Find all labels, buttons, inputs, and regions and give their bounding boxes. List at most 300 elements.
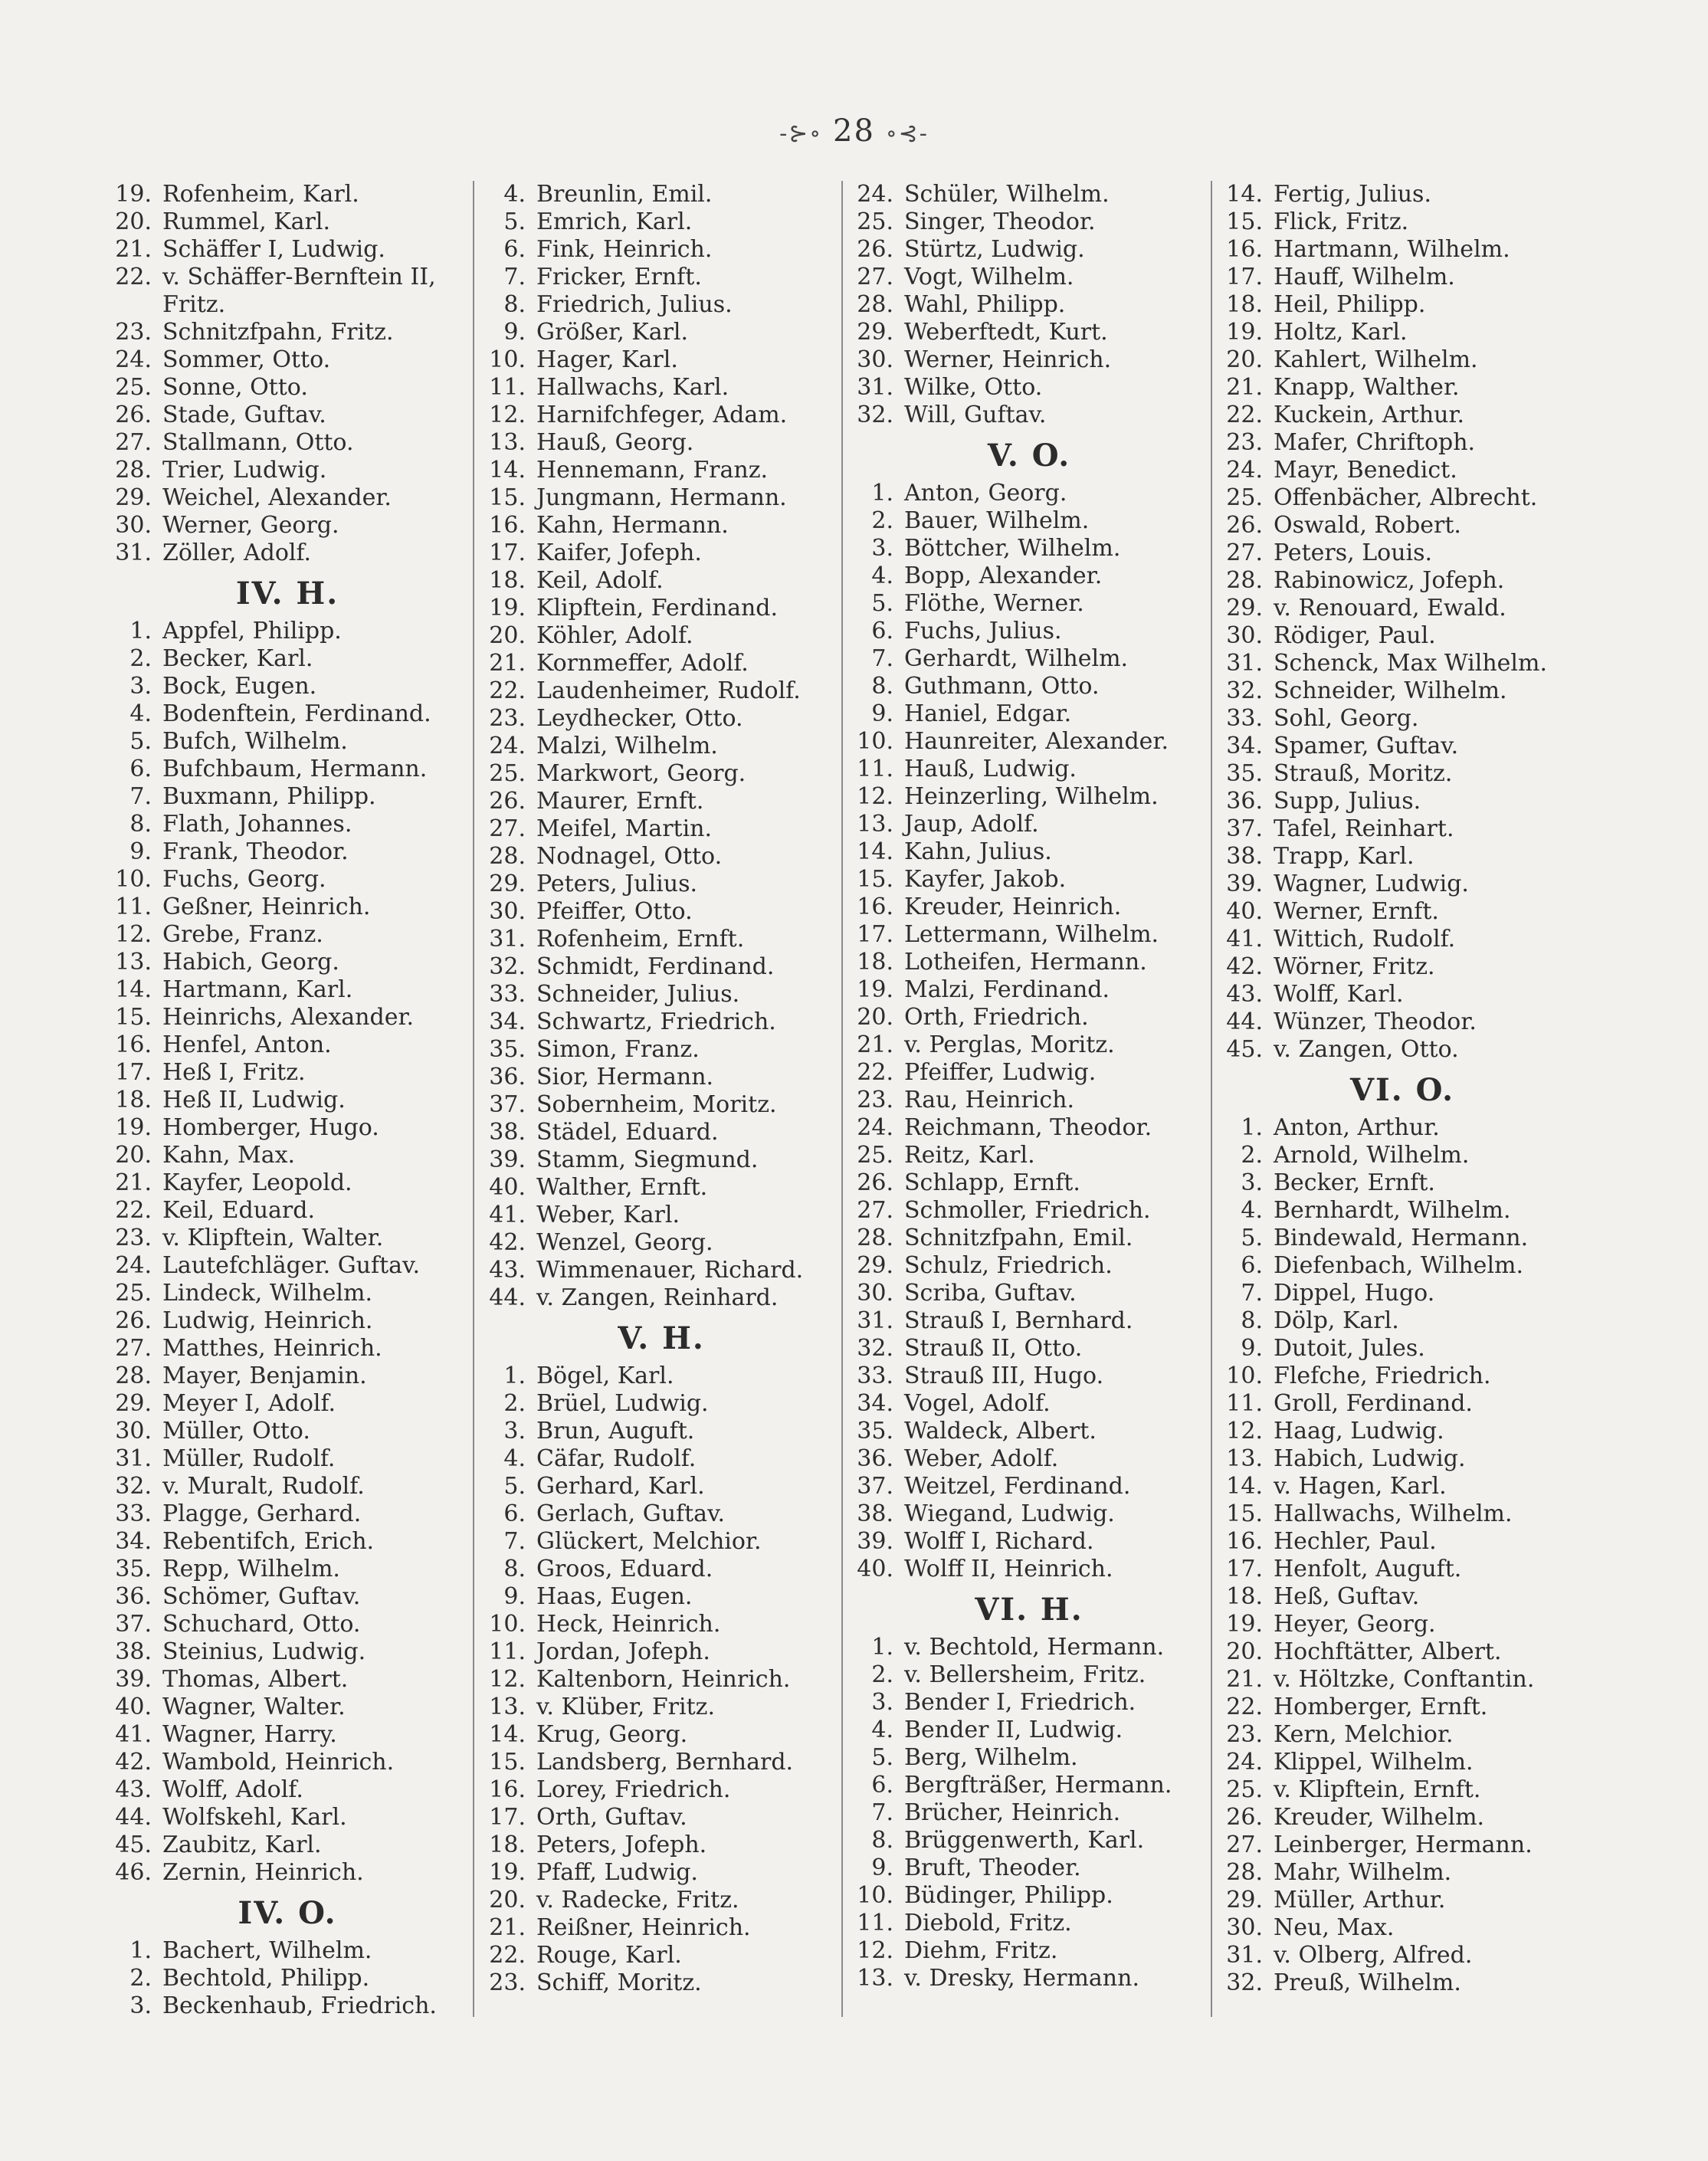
list-item [1218,484,1586,512]
student-name: Klippel, Wilhelm. [1274,1749,1474,1776]
entry-number: 1. [503,1363,526,1389]
student-name: Lorey, Friedrich. [536,1776,731,1803]
list-item [1218,319,1586,346]
list-item [1218,1036,1586,1064]
list-item [849,590,1209,618]
student-name: Weitzel, Ferdinand. [904,1473,1131,1500]
student-name: Zaubitz, Karl. [162,1831,322,1858]
student-name: Hauff, Wilhelm. [1274,264,1455,290]
entry-number: 42. [115,1749,152,1776]
student-name: Trier, Ludwig. [162,457,327,484]
list-item [481,1804,841,1831]
student-name: Kornmeffer, Adolf. [536,650,749,677]
list-item [107,921,467,949]
student-name: Kreuder, Heinrich. [904,894,1122,920]
student-name: Stamm, Siegmund. [536,1146,759,1173]
list-item [481,1390,841,1418]
student-name: Rau, Heinrich. [904,1087,1074,1113]
student-name: Spamer, Guftav. [1274,733,1459,759]
class-heading: V. O. [987,438,1071,474]
student-name: Oswald, Robert. [1274,512,1461,539]
student-name: Malzi, Ferdinand. [904,976,1110,1003]
entry-number: 23. [857,1087,893,1113]
list-item [1218,539,1586,567]
page-number-value: 28 [833,113,875,149]
student-name: Markwort, Georg. [536,760,746,787]
list-item [1218,1528,1586,1556]
student-name: Wolff I, Richard. [904,1528,1094,1555]
entry-number: 32. [1226,677,1263,704]
entry-number: 1. [871,480,893,507]
entry-number: 6. [871,1772,893,1799]
student-name: Laudenheimer, Rudolf. [536,677,801,704]
list-item [481,374,841,402]
student-name: Groll, Ferdinand. [1274,1390,1473,1417]
student-name: Wolff, Karl. [1274,981,1404,1008]
entry-number: 25. [115,374,152,401]
student-name: Werner, Georg. [162,512,339,539]
student-name: Sobernheim, Moritz. [536,1091,777,1118]
entry-number: 15. [1226,208,1263,235]
student-name: Keil, Adolf. [536,567,664,594]
list-item [1218,1169,1586,1197]
student-name: Bernhardt, Wilhelm. [1274,1197,1511,1224]
list-item [481,1859,841,1887]
list-item [481,429,841,457]
list-item [481,733,841,760]
list-item [849,673,1209,700]
entry-number: 24. [115,1252,152,1279]
entry-number: 7. [871,645,893,672]
student-name: Klipftein, Ferdinand. [536,595,779,621]
student-name: Bock, Eugen. [162,673,317,700]
entry-number: 3. [503,1418,526,1444]
entry-number: 27. [489,815,526,842]
list-item [849,1169,1209,1197]
entry-number: 20. [115,1142,152,1169]
student-name: Wörner, Fritz. [1274,953,1435,980]
entry-number: 35. [857,1418,893,1444]
list-item [1218,1721,1586,1749]
student-name: Heß I, Fritz. [162,1059,306,1086]
entry-number: 20. [489,1887,526,1913]
list-item [107,457,467,484]
entry-number: 14. [1226,1473,1263,1500]
entry-number: 36. [1226,788,1263,815]
list-item [1218,1008,1586,1036]
entry-number: 24. [1226,1749,1263,1776]
entry-number: 30. [857,1280,893,1307]
list-item [481,1942,841,1969]
list-item [107,484,467,512]
entry-number: 16. [489,1776,526,1803]
entry-number: 10. [115,866,152,893]
student-name: Fritz. [162,291,226,318]
entry-number: 24. [1226,457,1263,484]
list-item [1218,1252,1586,1280]
entry-number: 44. [1226,1008,1263,1035]
student-name: Schneider, Julius. [536,981,740,1008]
class-heading: VI. O. [1349,1072,1455,1108]
entry-number: 40. [1226,898,1263,925]
student-name: v. Renouard, Ewald. [1274,595,1506,621]
student-name: Emrich, Karl. [536,208,693,235]
list-item [107,1500,467,1528]
student-name: Berg, Wilhelm. [904,1744,1078,1771]
student-name: Gerhardt, Wilhelm. [904,645,1129,672]
student-name: Arnold, Wilhelm. [1274,1142,1470,1169]
student-name: Henfolt, Auguft. [1274,1556,1462,1582]
list-item [481,1611,841,1638]
entry-number: 31. [857,374,893,401]
list-item [1218,1445,1586,1473]
list-item [107,512,467,539]
entry-number: 29. [857,319,893,346]
entry-number: 17. [1226,264,1263,290]
list-item [1218,1197,1586,1225]
entry-number: 9. [503,319,526,346]
entry-number: 33. [489,981,526,1008]
list-item [107,1583,467,1611]
list-item [1218,1280,1586,1307]
list-item [849,291,1209,319]
entry-number: 32. [1226,1969,1263,1996]
list-item [481,1445,841,1473]
entry-number: 7. [503,1528,526,1555]
student-name: Peters, Julius. [536,871,697,897]
entry-number: 19. [857,976,893,1003]
entry-number: 16. [115,1031,152,1058]
list-item [1218,1942,1586,1969]
list-item [107,1335,467,1363]
list-item [107,539,467,567]
list-item [107,1694,467,1721]
entry-number: 26. [857,1169,893,1196]
student-name: Bauer, Wilhelm. [904,507,1090,534]
list-item [481,402,841,429]
student-name: Stürtz, Ludwig. [904,236,1085,263]
entry-number: 17. [489,1804,526,1831]
student-name: Vogel, Adolf. [904,1390,1051,1417]
list-item [107,618,467,645]
student-name: Hochftätter, Albert. [1274,1638,1502,1665]
entry-number: 17. [115,1059,152,1086]
list-item [481,457,841,484]
student-name: Dölp, Karl. [1274,1307,1399,1334]
student-name: v. Höltzke, Conftantin. [1274,1666,1535,1693]
list-item [849,866,1209,894]
list-item [1218,871,1586,898]
student-name: Kahn, Hermann. [536,512,729,539]
list-item [107,291,467,319]
column-divider [473,181,474,2017]
entry-number: 6. [871,618,893,644]
list-item [849,1500,1209,1528]
entry-number: 21. [1226,374,1263,401]
list-item [1218,1694,1586,1721]
entry-number: 4. [503,181,526,208]
student-name: Schnitzfpahn, Fritz. [162,319,394,346]
entry-number: 2. [871,507,893,534]
list-item [107,1638,467,1666]
entry-number: 2. [503,1390,526,1417]
entry-number: 44. [489,1284,526,1311]
student-name: Schwartz, Friedrich. [536,1008,776,1035]
student-name: Lindeck, Wilhelm. [162,1280,372,1307]
list-item [1218,1914,1586,1942]
student-name: Will, Guftav. [904,402,1047,428]
student-name: Werner, Heinrich. [904,346,1112,373]
entry-number: 1. [871,1634,893,1661]
entry-number: 15. [489,1749,526,1776]
student-name: Frank, Theodor. [162,838,349,865]
entry-number: 4. [1241,1197,1263,1224]
entry-number: 36. [857,1445,893,1472]
student-name: Bechtold, Philipp. [162,1965,370,1992]
list-item [481,1969,841,1997]
entry-number: 16. [1226,1528,1263,1555]
entry-number: 37. [115,1611,152,1638]
student-name: Bufch, Wilhelm. [162,728,348,755]
list-item [107,1937,467,1965]
entry-number: 4. [503,1445,526,1472]
student-name: Gerlach, Guftav. [536,1500,725,1527]
entry-number: 39. [115,1666,152,1693]
student-name: Guthmann, Otto. [904,673,1100,700]
entry-number: 30. [115,1418,152,1444]
list-item [107,264,467,291]
list-item [849,1445,1209,1473]
entry-number: 8. [871,673,893,700]
student-name: Offenbächer, Albrecht. [1274,484,1538,511]
list-item [849,1142,1209,1169]
student-name: Rabinowicz, Jofeph. [1274,567,1505,594]
list-item [1218,1390,1586,1418]
list-item [107,976,467,1004]
entry-number: 30. [1226,1914,1263,1941]
student-name: Hartmann, Karl. [162,976,353,1003]
student-name: Weichel, Alexander. [162,484,392,511]
entry-number: 5. [1241,1225,1263,1251]
entry-number: 35. [1226,760,1263,787]
list-item [481,1638,841,1666]
student-name: Flick, Fritz. [1274,208,1409,235]
entry-number: 19. [489,1859,526,1886]
list-item [849,1087,1209,1114]
student-name: Haas, Eugen. [536,1583,693,1610]
entry-number: 11. [857,756,893,782]
list-item [849,1473,1209,1500]
student-name: Stade, Guftav. [162,402,326,428]
entry-number: 15. [115,1004,152,1031]
student-name: v. Klüber, Fritz. [536,1694,716,1720]
student-name: Schnitzfpahn, Emil. [904,1225,1133,1251]
entry-number: 45. [115,1831,152,1858]
list-item [481,1666,841,1694]
student-name: Walther, Ernft. [536,1174,708,1201]
student-name: Brüggenwerth, Karl. [904,1827,1145,1854]
entry-number: 3. [871,535,893,562]
list-item [481,898,841,926]
entry-number: 25. [857,208,893,235]
entry-number: 11. [489,374,526,401]
entry-number: 39. [489,1146,526,1173]
list-item [849,1059,1209,1087]
entry-number: 17. [489,539,526,566]
entry-number: 10. [489,346,526,373]
student-name: Simon, Franz. [536,1036,700,1063]
student-name: Wünzer, Theodor. [1274,1008,1477,1035]
list-item [481,1500,841,1528]
entry-number: 6. [503,236,526,263]
entry-number: 23. [1226,429,1263,456]
entry-number: 3. [129,673,152,700]
entry-number: 15. [857,866,893,893]
list-item [481,208,841,236]
list-item [481,677,841,705]
student-name: Weberftedt, Kurt. [904,319,1108,346]
entry-number: 6. [503,1500,526,1527]
entry-number: 31. [115,1445,152,1472]
list-item [107,1197,467,1225]
entry-number: 41. [1226,926,1263,953]
student-name: Bodenftein, Ferdinand. [162,700,431,727]
entry-number: 18. [489,567,526,594]
list-item [1218,843,1586,871]
entry-number: 34. [857,1390,893,1417]
list-item [481,981,841,1008]
entry-number: 5. [871,1744,893,1771]
list-item [481,1363,841,1390]
list-item [1218,1114,1586,1142]
student-name: Meyer I, Adolf. [162,1390,336,1417]
entry-number: 14. [489,1721,526,1748]
student-name: Flefche, Friedrich. [1274,1363,1491,1389]
student-name: Beckenhaub, Friedrich. [162,1992,437,2019]
list-item [107,866,467,894]
list-item [849,921,1209,949]
student-name: Weber, Adolf. [904,1445,1059,1472]
entry-number: 8. [1241,1307,1263,1334]
entry-number: 21. [489,1914,526,1941]
list-item [1218,1804,1586,1831]
entry-number: 37. [489,1091,526,1118]
student-name: Schneider, Wilhelm. [1274,677,1507,704]
entry-number: 31. [857,1307,893,1334]
list-item [849,949,1209,976]
entry-number: 25. [1226,484,1263,511]
list-item [481,1229,841,1257]
student-name: Singer, Theodor. [904,208,1096,235]
list-item [849,1661,1209,1689]
student-name: Haniel, Edgar. [904,700,1072,727]
list-item [481,539,841,567]
student-name: Scriba, Guftav. [904,1280,1077,1307]
list-item [107,181,467,208]
list-item [107,1473,467,1500]
entry-number: 29. [489,871,526,897]
student-name: Fertig, Julius. [1274,181,1431,208]
student-name: Supp, Julius. [1274,788,1421,815]
student-name: Reißner, Heinrich. [536,1914,751,1941]
student-name: Homberger, Hugo. [162,1114,379,1141]
entry-number: 21. [857,1031,893,1058]
list-item [1218,622,1586,650]
list-item [1218,1307,1586,1335]
entry-number: 11. [857,1910,893,1936]
list-item [1218,1831,1586,1859]
list-item [1218,1749,1586,1776]
entry-number: 22. [115,1197,152,1224]
student-name: Henfel, Anton. [162,1031,332,1058]
student-name: Hallwachs, Karl. [536,374,729,401]
list-item [107,346,467,374]
entry-number: 43. [1226,981,1263,1008]
list-item [849,645,1209,673]
entry-number: 18. [489,1831,526,1858]
list-item [107,1252,467,1280]
student-name: Jaup, Adolf. [904,811,1039,838]
entry-number: 16. [489,512,526,539]
student-name: Pfeiffer, Otto. [536,898,693,925]
list-item [481,1694,841,1721]
list-item [849,346,1209,374]
student-name: Strauß III, Hugo. [904,1363,1104,1389]
entry-number: 32. [489,953,526,980]
student-name: Becker, Karl. [162,645,313,672]
entry-number: 35. [115,1556,152,1582]
entry-number: 22. [489,677,526,704]
list-item [481,953,841,981]
list-item [1218,1776,1586,1804]
entry-number: 16. [857,894,893,920]
entry-number: 28. [857,1225,893,1251]
entry-number: 1. [1241,1114,1263,1141]
student-name: Haag, Ludwig. [1274,1418,1444,1444]
student-name: Wahl, Philipp. [904,291,1066,318]
list-item [107,728,467,756]
list-item [107,1031,467,1059]
entry-number: 26. [1226,1804,1263,1831]
entry-number: 30. [115,512,152,539]
list-item [1218,208,1586,236]
entry-number: 31. [489,926,526,953]
student-name: Schmidt, Ferdinand. [536,953,775,980]
student-name: Wiegand, Ludwig. [904,1500,1115,1527]
list-item [481,1473,841,1500]
student-name: Mayer, Benjamin. [162,1363,367,1389]
entry-number: 38. [115,1638,152,1665]
student-name: Wittich, Rudolf. [1274,926,1456,953]
student-name: Flöthe, Werner. [904,590,1084,617]
entry-number: 12. [489,1666,526,1693]
list-item [481,1556,841,1583]
student-name: Homberger, Ernft. [1274,1694,1488,1720]
student-name: Müller, Otto. [162,1418,310,1444]
entry-number: 14. [115,976,152,1003]
entry-number: 8. [871,1827,893,1854]
entry-number: 19. [1226,1611,1263,1638]
entry-number: 11. [115,894,152,920]
student-name: Nodnagel, Otto. [536,843,723,870]
column-1 [107,181,467,2020]
list-item [1218,650,1586,677]
list-item [849,783,1209,811]
entry-number: 1. [129,618,152,644]
student-name: Becker, Ernft. [1274,1169,1435,1196]
list-item [481,484,841,512]
list-item [107,838,467,866]
